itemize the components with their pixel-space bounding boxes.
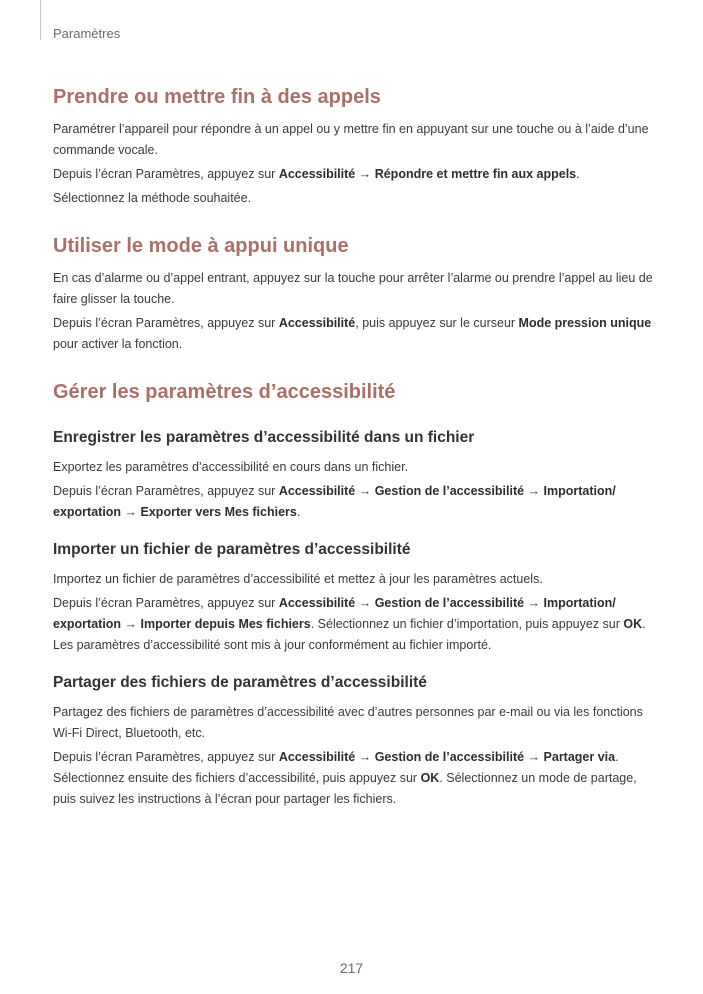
subsection-title-import: Importer un fichier de paramètres d’accessibilité bbox=[53, 541, 411, 558]
paragraph: Importez un fichier de paramètres d’accessibilité et mettez à jour les paramètres actuels. bbox=[53, 572, 543, 586]
header-rule bbox=[40, 0, 41, 40]
paragraph: En cas d’alarme ou d’appel entrant, appuyez sur la touche pour arrêter l’alarme ou prendre l’appel au lieu de faire glisser la touche. bbox=[53, 271, 653, 306]
page-number: 217 bbox=[339, 960, 364, 976]
section-title-single-tap: Utiliser le mode à appui unique bbox=[53, 235, 349, 257]
paragraph: Depuis l’écran Paramètres, appuyez sur Accessibilité → Gestion de l’accessibilité → Importation/ exportation → Importer depuis Mes fichiers. Sélectionnez un fichier d’importation, puis appuyez sur OK. Les paramètres d’accessibilité sont mis à jour conformément au fichier importé. bbox=[53, 596, 646, 652]
paragraph: Depuis l’écran Paramètres, appuyez sur Accessibilité → Répondre et mettre fin aux appels. bbox=[53, 167, 580, 181]
paragraph: Depuis l’écran Paramètres, appuyez sur Accessibilité → Gestion de l’accessibilité → Partager via. Sélectionnez ensuite des fichiers d’accessibilité, puis appuyez sur OK. Sélectionnez un mode de partage, puis suivez les instructions à l’écran pour partager les fichiers. bbox=[53, 750, 637, 806]
paragraph: Sélectionnez la méthode souhaitée. bbox=[53, 191, 252, 205]
running-header: Paramètres bbox=[53, 26, 121, 41]
subsection-title-export: Enregistrer les paramètres d’accessibilité dans un fichier bbox=[53, 429, 475, 446]
paragraph: Depuis l’écran Paramètres, appuyez sur Accessibilité, puis appuyez sur le curseur Mode pression unique pour activer la fonction. bbox=[53, 316, 652, 351]
paragraph: Partagez des fichiers de paramètres d’accessibilité avec d’autres personnes par e-mail ou via les fonctions Wi-Fi Direct, Bluetooth, etc. bbox=[53, 705, 643, 740]
subsection-title-share: Partager des fichiers de paramètres d’accessibilité bbox=[53, 674, 427, 691]
section-title-accessibility-settings: Gérer les paramètres d’accessibilité bbox=[53, 381, 396, 403]
paragraph: Exportez les paramètres d’accessibilité en cours dans un fichier. bbox=[53, 460, 409, 474]
page-content bbox=[53, 85, 653, 813]
paragraph: Depuis l’écran Paramètres, appuyez sur Accessibilité → Gestion de l’accessibilité → Importation/ exportation → Exporter vers Mes fichiers. bbox=[53, 484, 616, 519]
paragraph: Paramétrer l’appareil pour répondre à un appel ou y mettre fin en appuyant sur une touche ou à l’aide d’une commande vocale. bbox=[53, 122, 649, 157]
section-title-calls: Prendre ou mettre fin à des appels bbox=[53, 86, 381, 108]
